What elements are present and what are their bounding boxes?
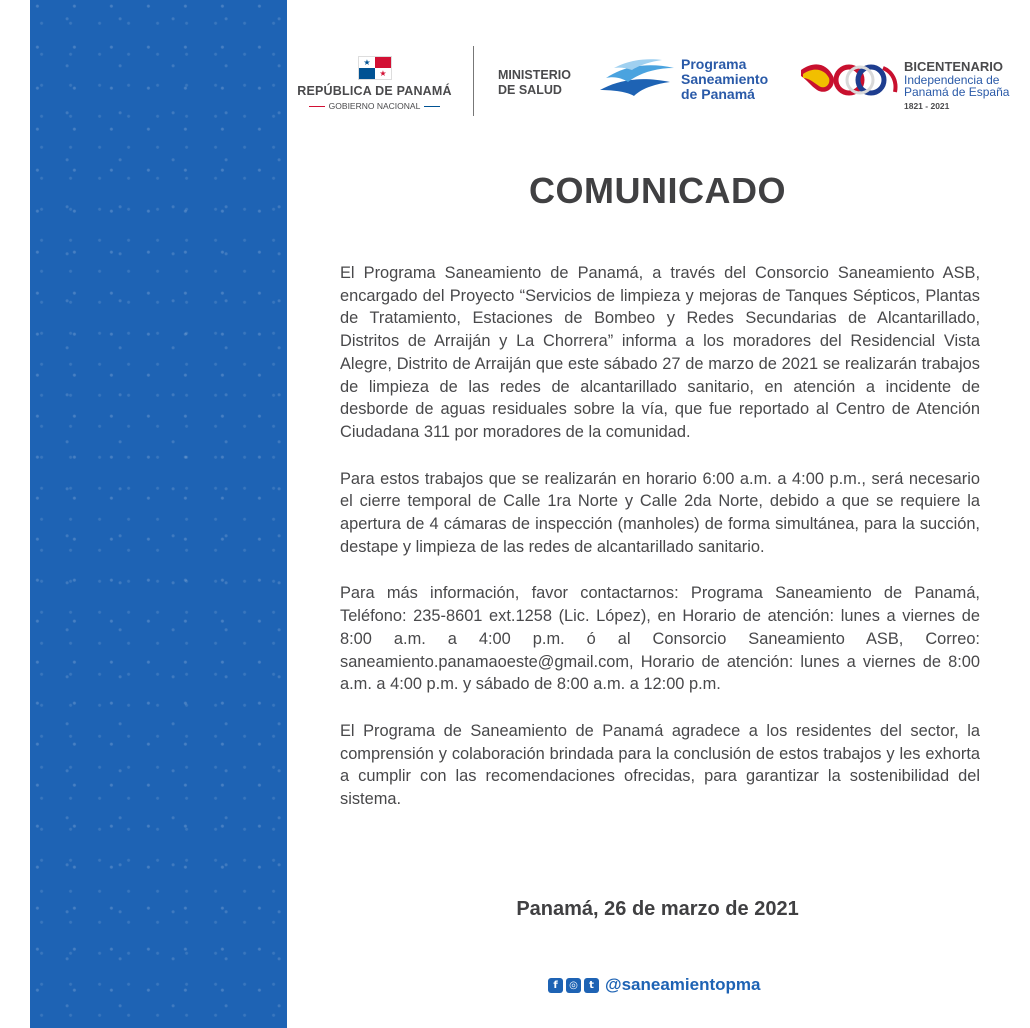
instagram-icon[interactable]: ◎ — [566, 978, 581, 993]
twitter-icon[interactable]: t — [584, 978, 599, 993]
paragraph-1: El Programa Saneamiento de Panamá, a través del Consorcio Saneamiento ASB, encargado del Proyecto “Servicios de limpieza y mejoras de Tanques Sépticos, Plantas de Tratamiento, Estaciones de Bombeo y Redes Secundarias de Alcantarillado, Distritos de Arraiján y La Chorrera” informa a los moradores del Residencial Vista Alegre, Distrito de Arraiján que este sábado 27 de marzo de 2021 se realizarán trabajos de limpieza de las redes de alcantarillado sanitario, en atención a incidente de desborde de aguas residuales sobre la vía, que fue reportado al Centro de Atención Ciudadana 311 por moradores de la comunidad. — [340, 264, 980, 441]
bicentenario-line-1: Independencia de — [904, 73, 1000, 87]
dolphin-logo-icon — [598, 54, 678, 106]
gobierno-logo-text: GOBIERNO NACIONAL — [293, 101, 456, 111]
page-title: COMUNICADO — [529, 170, 786, 211]
programa-line-1: Programa — [681, 56, 747, 72]
ministerio-logo — [498, 68, 571, 98]
bicentenario-ribbon-logo-icon — [797, 56, 901, 102]
communique-body — [340, 262, 980, 835]
programa-line-3: de Panamá — [681, 86, 755, 102]
bicentenario-logo-text — [904, 60, 1009, 111]
bicentenario-subtitle — [904, 74, 1009, 98]
republica-logo-text: REPÚBLICA DE PANAMÁ — [297, 84, 452, 98]
header-logos — [290, 40, 1025, 130]
date-line: Panamá, 26 de marzo de 2021 — [516, 898, 799, 920]
paragraph-3: Para más información, favor contactarnos: Programa Saneamiento de Panamá, Teléfono: 235-8601 ext.1258 (Lic. López), en Horario de atención: lunes a viernes de 8:00 a.m. a 4:00 p.m. ó al Consorcio Saneamiento ASB, Correo: saneamiento.panamaoeste@gmail.com, Horario de atención: lunes a viernes de 8:00 a.m. a 4:00 p.m. y sábado de 8:00 a.m. a 12:00 p.m. — [340, 584, 980, 694]
ministerio-line-1: MINISTERIO — [498, 68, 571, 82]
bicentenario-years: 1821 - 2021 — [904, 101, 950, 111]
paragraph-4: El Programa de Saneamiento de Panamá agradece a los residentes del sector, la comprensión y colaboración brindada para la conclusión de estos trabajos y les exhorta a cumplir con las recomendaciones ofrecidas, para garantizar la sostenibilidad del sistema. — [340, 721, 980, 809]
social-footer — [548, 975, 760, 995]
programa-logo-text — [681, 57, 768, 102]
bicentenario-line-2: Panamá de España — [904, 85, 1010, 99]
programa-line-2: Saneamiento — [681, 71, 769, 87]
panama-flag-icon: ★ ★ — [358, 56, 392, 80]
paragraph-2: Para estos trabajos que se realizarán en horario 6:00 a.m. a 4:00 p.m., será necesario el cierre temporal de Calle 1ra Norte y Calle 2da Norte, debido a que se requiere la apertura de 4 cámaras de inspección (manholes) de forma simultánea, para la succión, destape y limpieza de las redes de alcantarillado sanitario. — [340, 469, 980, 556]
logo-divider — [473, 46, 474, 116]
facebook-icon[interactable]: f — [548, 978, 563, 993]
bicentenario-title: BICENTENARIO — [904, 59, 1003, 74]
social-handle[interactable]: @saneamientopma — [605, 975, 761, 994]
ministerio-line-2: DE SALUD — [498, 83, 562, 97]
decorative-blue-band — [30, 0, 287, 1028]
